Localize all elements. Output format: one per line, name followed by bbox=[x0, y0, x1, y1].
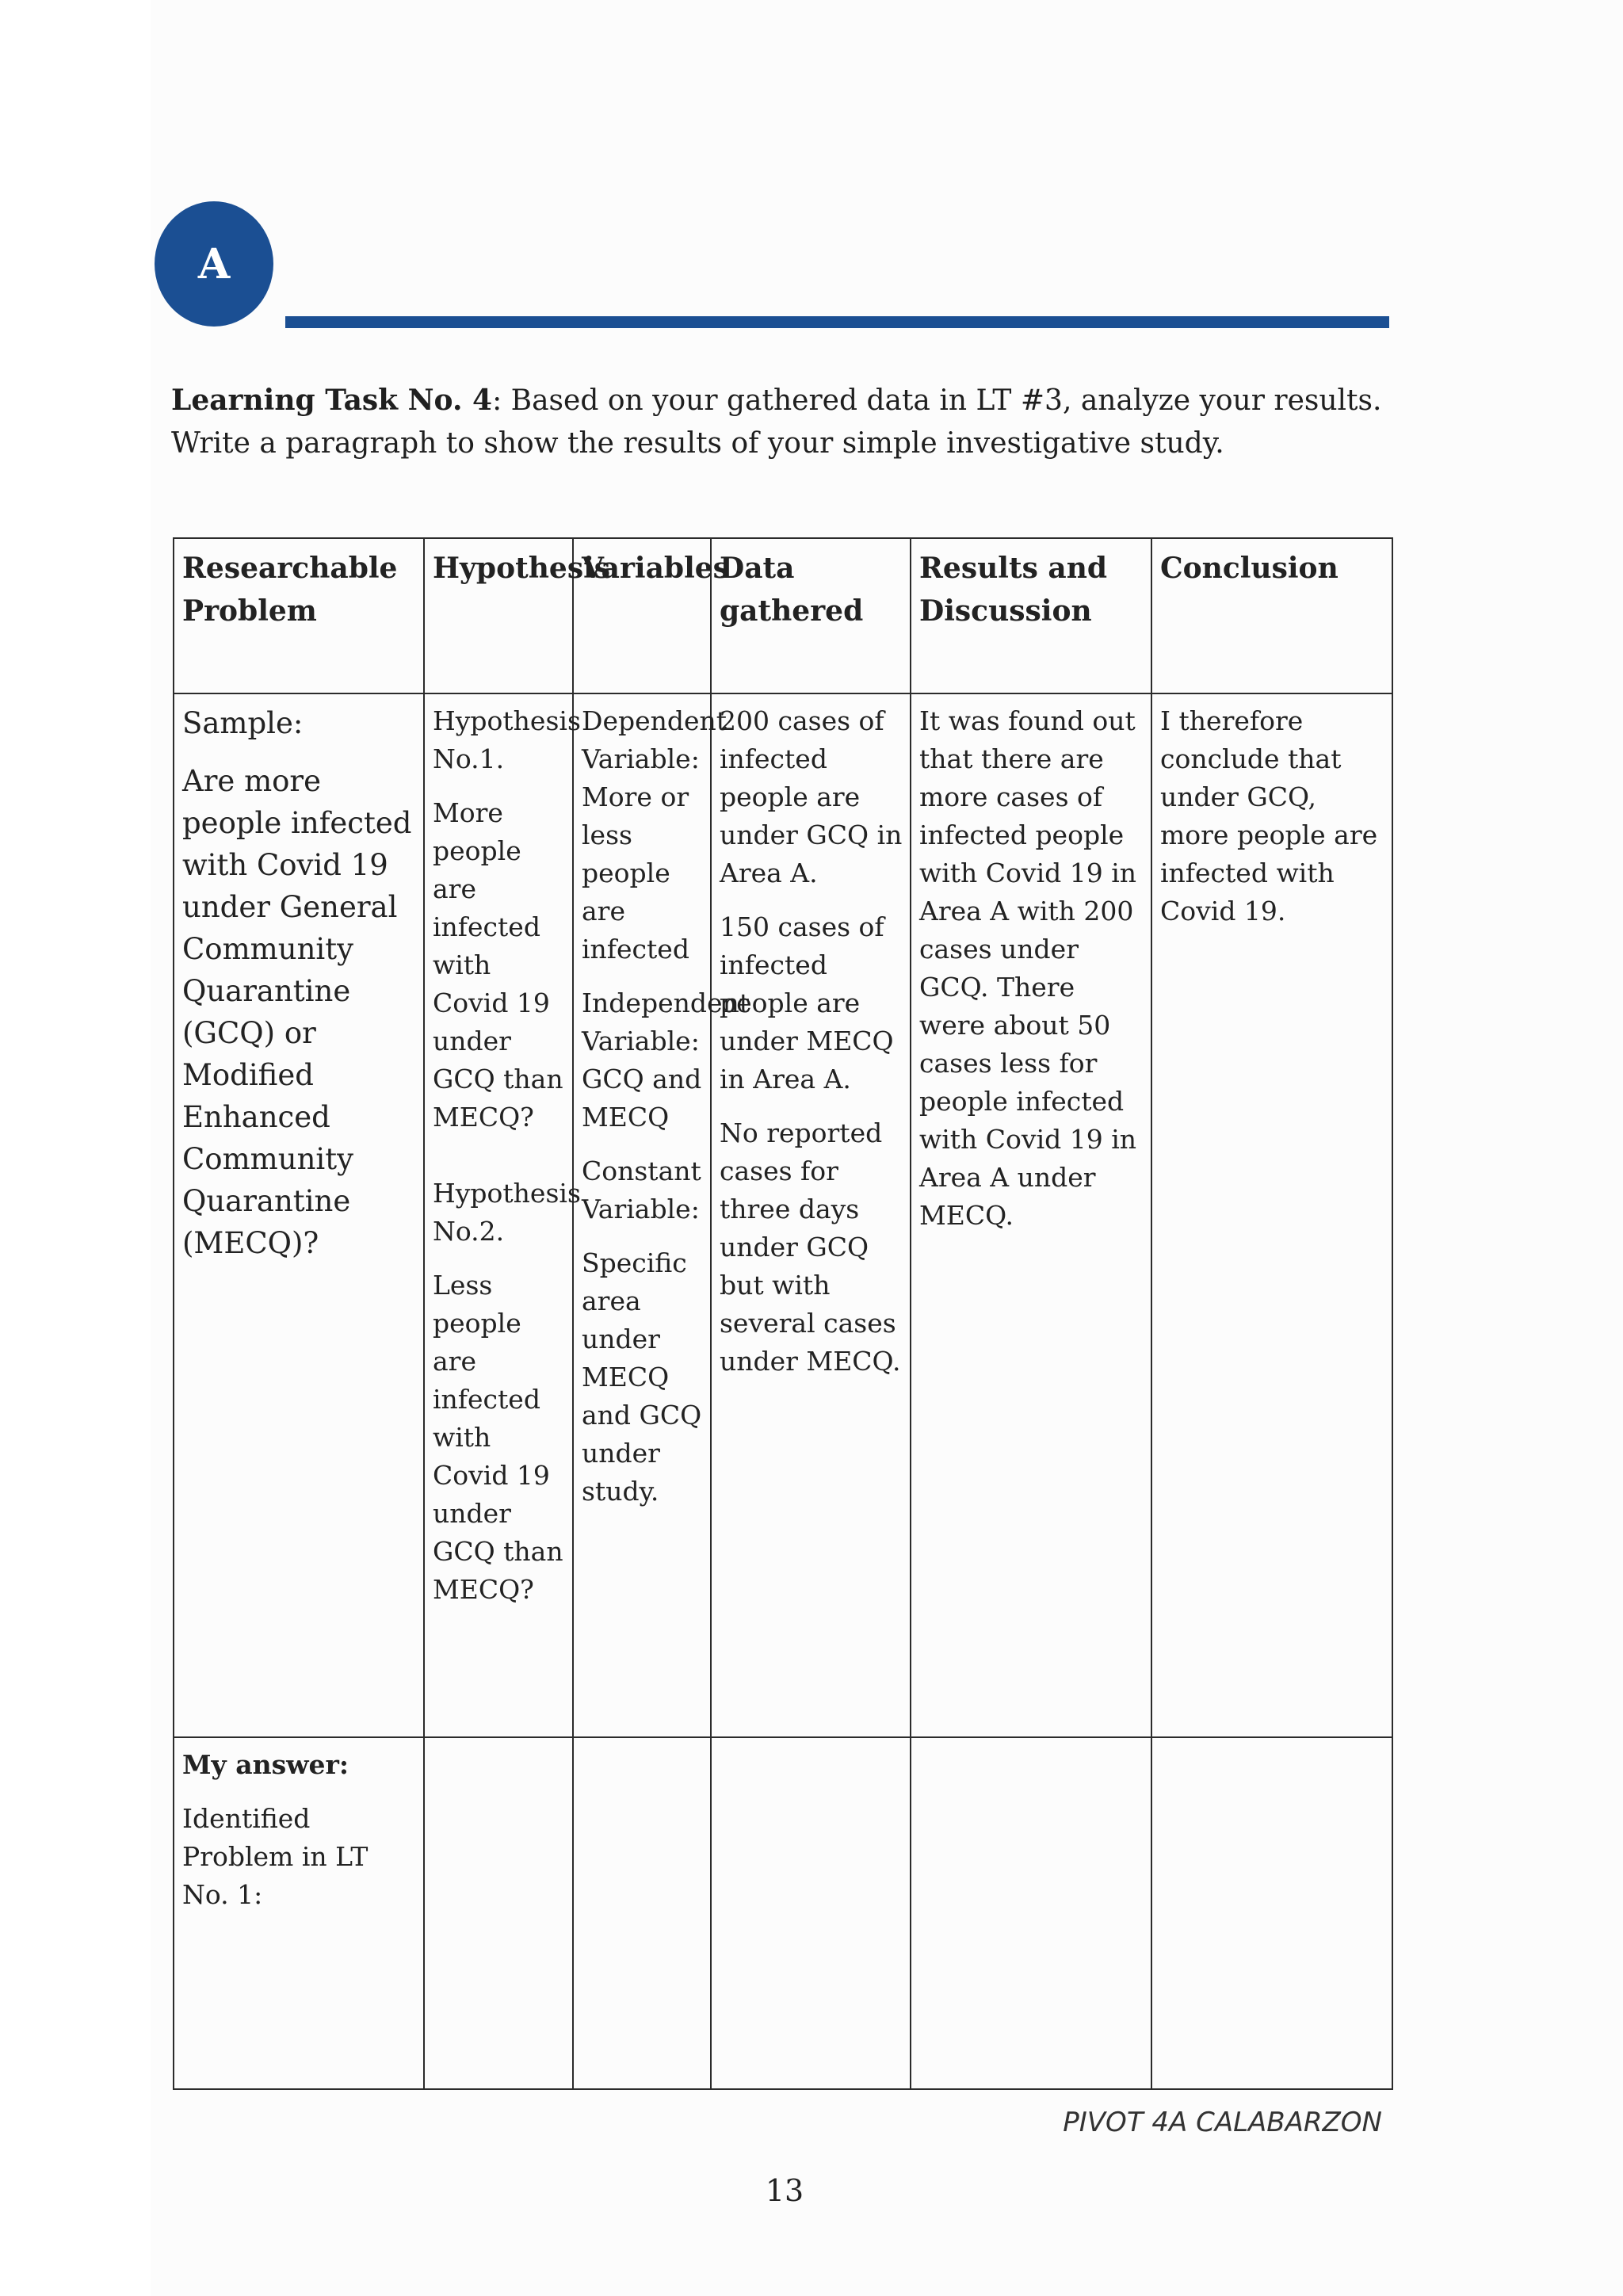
sample-problem: Are more people infected with Covid 19 under General Community Quarantine (GCQ) or Modified Enhanced Community Quarantine (MECQ)? bbox=[182, 764, 412, 1260]
hypothesis-2-label: Hypothesis No.2. bbox=[433, 1178, 581, 1247]
table-header-row bbox=[174, 538, 1392, 693]
task-instructions bbox=[171, 379, 1396, 465]
task-label: Learning Task No. 4 bbox=[171, 384, 493, 417]
answer-variables-cell[interactable] bbox=[573, 1737, 711, 2089]
answer-hypothesis-cell[interactable] bbox=[424, 1737, 573, 2089]
header-researchable-problem: Researchable Problem bbox=[174, 538, 424, 693]
sample-hypothesis-cell bbox=[424, 693, 581, 1737]
data-point-1: 200 cases of infected people are under GCQ in Area A. bbox=[720, 705, 903, 888]
hypothesis-1: More people are infected with Covid 19 under GCQ than MECQ? bbox=[433, 797, 563, 1133]
answer-data-cell[interactable] bbox=[711, 1737, 911, 2089]
section-divider bbox=[285, 316, 1389, 328]
answer-prompt: Identified Problem in LT No. 1: bbox=[182, 1803, 369, 1910]
answer-results-cell[interactable] bbox=[911, 1737, 1151, 2089]
hypothesis-1-label: Hypothesis No.1. bbox=[433, 705, 581, 774]
answer-row bbox=[174, 1737, 1392, 2089]
investigation-table bbox=[173, 537, 1393, 2090]
dependent-variable: Dependent Variable: More or less people are infected bbox=[582, 705, 727, 965]
hypothesis-2: Less people are infected with Covid 19 under GCQ than MECQ? bbox=[433, 1270, 563, 1605]
independent-variable: Independent Variable: GCQ and MECQ bbox=[582, 988, 750, 1133]
data-point-3: No reported cases for three days under GCQ but with several cases under MECQ. bbox=[720, 1117, 901, 1377]
constant-variable-value: Specific area under MECQ and GCQ under study. bbox=[582, 1247, 702, 1507]
page-number: 13 bbox=[765, 2173, 804, 2208]
answer-conclusion-cell[interactable] bbox=[1151, 1737, 1392, 2089]
footer-brand: PIVOT 4A CALABARZON bbox=[1063, 2107, 1382, 2138]
sample-problem-cell bbox=[174, 693, 424, 1737]
header-conclusion: Conclusion bbox=[1151, 538, 1392, 693]
data-point-2: 150 cases of infected people are under MECQ in Area A. bbox=[720, 911, 894, 1095]
answer-label: My answer: bbox=[182, 1749, 349, 1780]
task-text: : Based on your gathered data in LT #3, analyze your results. Write a paragraph to show the results of your simple investigative study. bbox=[171, 384, 1382, 460]
sample-data-cell bbox=[711, 693, 911, 1737]
sample-results-cell: It was found out that there are more cases of infected people with Covid 19 in Area A with 200 cases under GCQ. There were about 50 cases less for people infected with Covid 19 in Area A under MECQ. bbox=[911, 693, 1151, 1737]
header-hypothesis: Hypothesis bbox=[424, 538, 573, 693]
header-variables: Variables bbox=[573, 538, 711, 693]
sample-variables-cell bbox=[573, 693, 750, 1737]
header-results-discussion: Results and Discussion bbox=[911, 538, 1151, 693]
constant-variable-label: Constant Variable: bbox=[582, 1156, 701, 1224]
section-badge bbox=[155, 201, 273, 327]
sample-conclusion-cell: I therefore conclude that under GCQ, more people are infected with Covid 19. bbox=[1151, 693, 1392, 1737]
header-data-gathered: Data gathered bbox=[711, 538, 911, 693]
sample-row bbox=[174, 693, 1392, 1737]
answer-problem-cell[interactable] bbox=[174, 1737, 424, 2089]
section-badge-letter: A bbox=[197, 239, 231, 288]
sample-label: Sample: bbox=[182, 706, 304, 740]
